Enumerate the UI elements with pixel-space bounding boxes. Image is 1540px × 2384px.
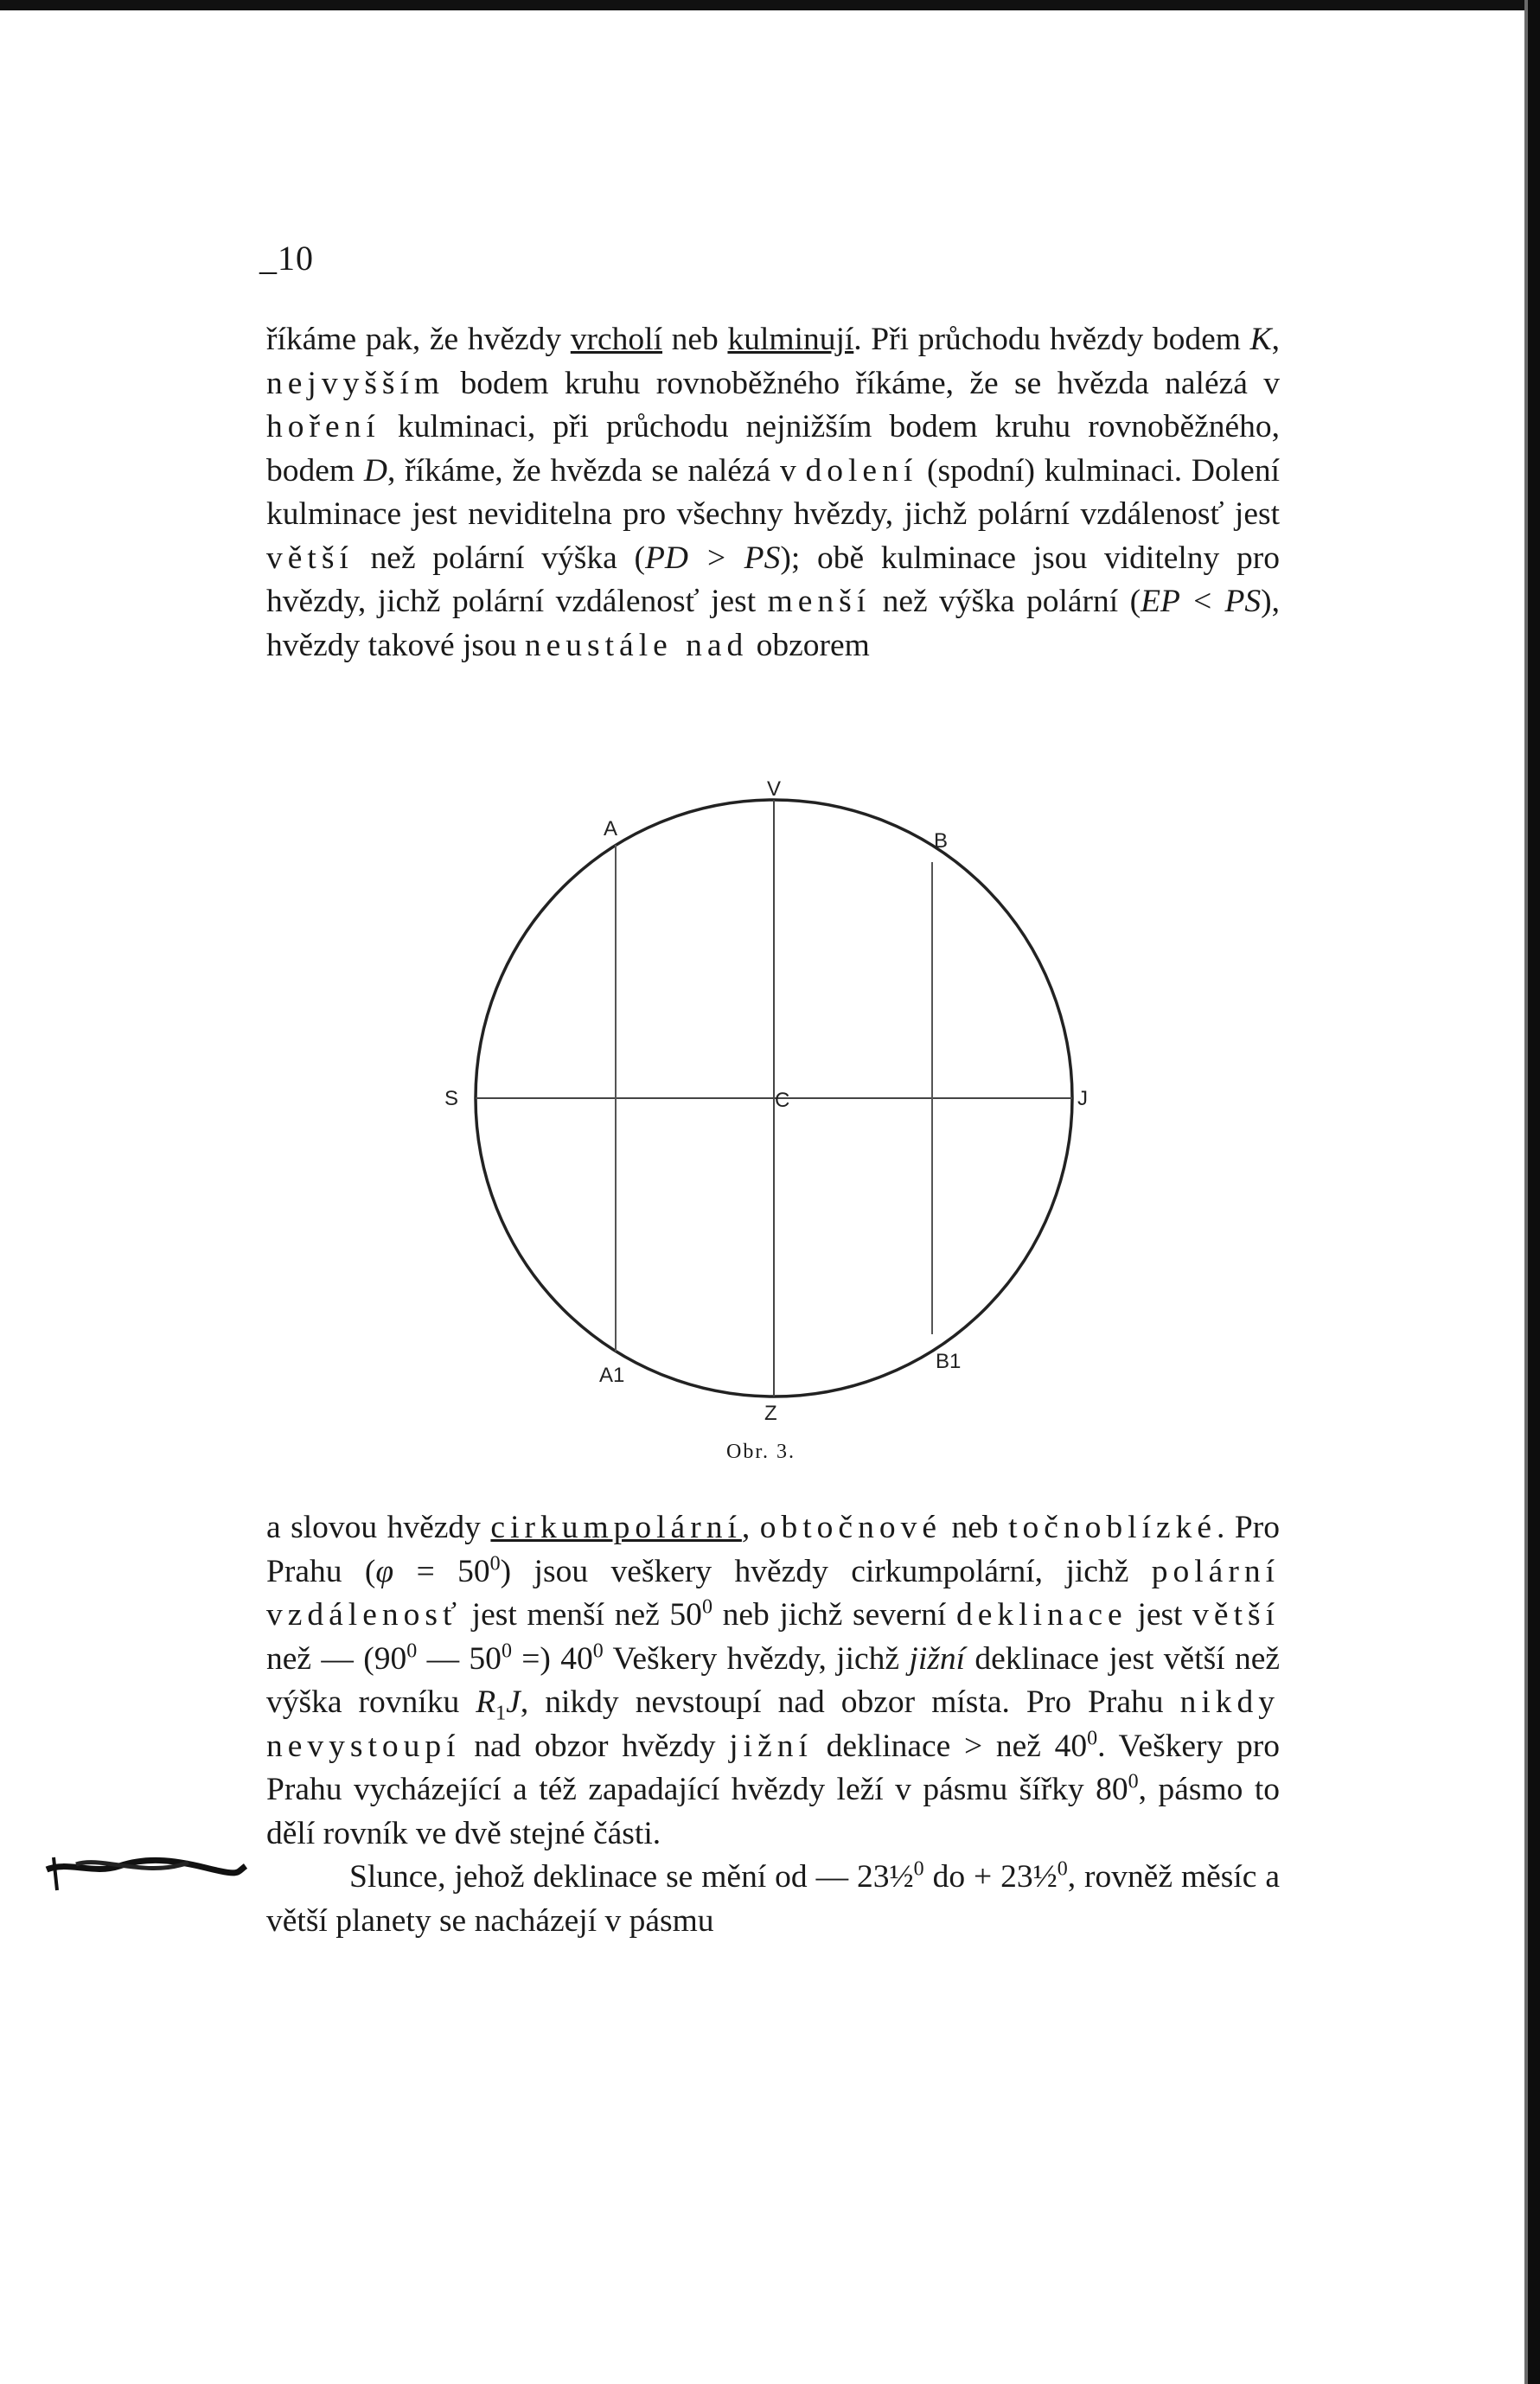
text-segment: cirkumpolární [490,1510,742,1545]
text-segment: jižní [729,1728,813,1764]
text-segment: nad obzor hvězdy [460,1728,730,1764]
circle-diagram [432,770,1107,1487]
text-segment: φ [375,1553,394,1589]
text-segment: točnoblízké [1008,1510,1217,1545]
text-segment: jest menší než 50 [461,1597,702,1633]
text-segment: , [1271,322,1281,357]
text-segment: 1 [495,1702,507,1725]
label-s: S [444,1087,459,1110]
text-segment: ), hvězdy takové jsou [266,584,1280,663]
text-segment: neb [662,322,728,357]
text-segment: menší [767,584,872,619]
text-segment: ); obě kulminace jsou viditelny pro hvězdy, jichž polární vzdálenosť jest [266,540,1281,619]
paragraph-top [266,318,1280,668]
text-segment: nejvyšším [266,365,445,401]
text-segment: 0 [1087,1727,1098,1749]
text-segment: bodem kruhu rovnoběžného říkáme, že se hvězda nalézá v [444,365,1280,401]
text-segment: neb [941,1510,1009,1545]
label-c: C [775,1089,790,1112]
text-segment: EP < PS [1141,584,1262,619]
text-segment: = 50 [393,1553,490,1589]
text-segment: (spodní) kulminaci. Dolení kulminace jest neviditelna pro všechny hvězdy, jichž polární vzdálenosť jest [266,452,1280,532]
text-segment: 0 [701,1595,712,1619]
text-segment: — 50 [417,1640,502,1677]
figure-celestial-circle [432,770,1107,1487]
text-segment: 0 [501,1639,512,1662]
text-segment: do + 23½ [923,1859,1058,1895]
paragraph-top-text [266,318,1280,668]
text-segment: J [506,1684,521,1720]
text-segment: jest [1127,1597,1193,1633]
text-segment: , pásmo to dělí rovník ve dvě stejné části. [266,1772,1280,1851]
paragraph-bottom-text [266,1506,1280,1856]
text-segment: =) 40 [511,1640,593,1677]
text-segment: 0 [489,1552,501,1575]
text-segment: PD > PS [644,540,781,576]
text-segment: vrcholí [570,322,663,357]
text-segment: než výška polární ( [871,584,1141,619]
text-segment: deklinace [956,1597,1128,1633]
label-v: V [767,777,782,801]
text-segment: větší [1192,1597,1280,1633]
ink-scribble-mark [42,1840,249,1892]
text-segment: Slunce, jehož deklinace se mění od — 23½ [349,1859,914,1895]
label-a1: A1 [599,1364,625,1387]
paragraph-last-text [266,1856,1280,1943]
page-number: _10 [259,239,314,278]
scan-top-edge [0,0,1540,10]
text-segment: , říkáme, že hvězda se nalézá v [387,452,806,489]
text-segment: , rovněž měsíc a větší planety se nacházejí v pásmu [266,1859,1281,1939]
text-segment: , nikdy nevstoupí nad obzor místa. Pro Prahu [520,1684,1180,1720]
text-segment: dolení [805,452,918,489]
text-segment: Veškery hvězdy, jichž [603,1640,910,1677]
text-segment: obtočnové [759,1510,942,1545]
text-segment: D [363,452,387,489]
figure-caption: Obr. 3. [726,1441,796,1463]
text-segment: 0 [406,1639,418,1662]
label-a: A [604,817,618,840]
scan-right-edge [1528,0,1540,2384]
text-segment: 0 [592,1639,604,1662]
text-segment: R [476,1684,496,1720]
text-segment: . Pro Prahu ( [266,1510,1281,1589]
text-segment: deklinace > než 40 [812,1728,1088,1764]
text-segment: 0 [1128,1770,1139,1793]
label-b1: B1 [936,1350,962,1373]
label-j: J [1077,1087,1088,1110]
text-segment: 0 [913,1857,924,1881]
text-segment: nikdy nevystoupí [266,1684,1280,1764]
text-segment: neustále nad [524,627,749,663]
text-segment: . Veškery pro Prahu vycházející a též zapadající hvězdy leží v pásmu šířky 80 [266,1728,1280,1807]
text-segment: kulminují [727,322,854,357]
text-segment: a slovou hvězdy [266,1510,491,1545]
label-z: Z [764,1402,777,1425]
text-segment: , [741,1510,760,1545]
text-segment: . Při průchodu hvězdy bodem [853,322,1250,357]
text-segment: K [1249,322,1272,357]
text-segment: obzorem [748,627,870,663]
label-b: B [934,829,949,853]
text-segment: neb jichž severní [712,1597,957,1633]
text-segment: jižní [909,1640,966,1677]
text-segment: kulminaci, při průchodu nejnižším bodem kruhu rovnoběžného, bodem [266,409,1280,489]
scan-right-edge-shadow [1524,0,1528,2384]
text-segment: než — (90 [266,1640,407,1677]
paragraph-bottom [266,1506,1280,1943]
text-segment: větší [266,540,354,576]
text-segment: polární vzdálenosť [266,1553,1280,1633]
text-segment: než polární výška ( [353,540,645,576]
text-segment: ) jsou veškery hvězdy cirkumpolární, jichž [500,1553,1152,1589]
text-segment: 0 [1057,1857,1068,1881]
text-segment: říkáme pak, že hvězdy [266,322,571,357]
text-segment: hoření [266,409,380,444]
text-segment: deklinace jest větší než výška rovníku [266,1640,1281,1720]
